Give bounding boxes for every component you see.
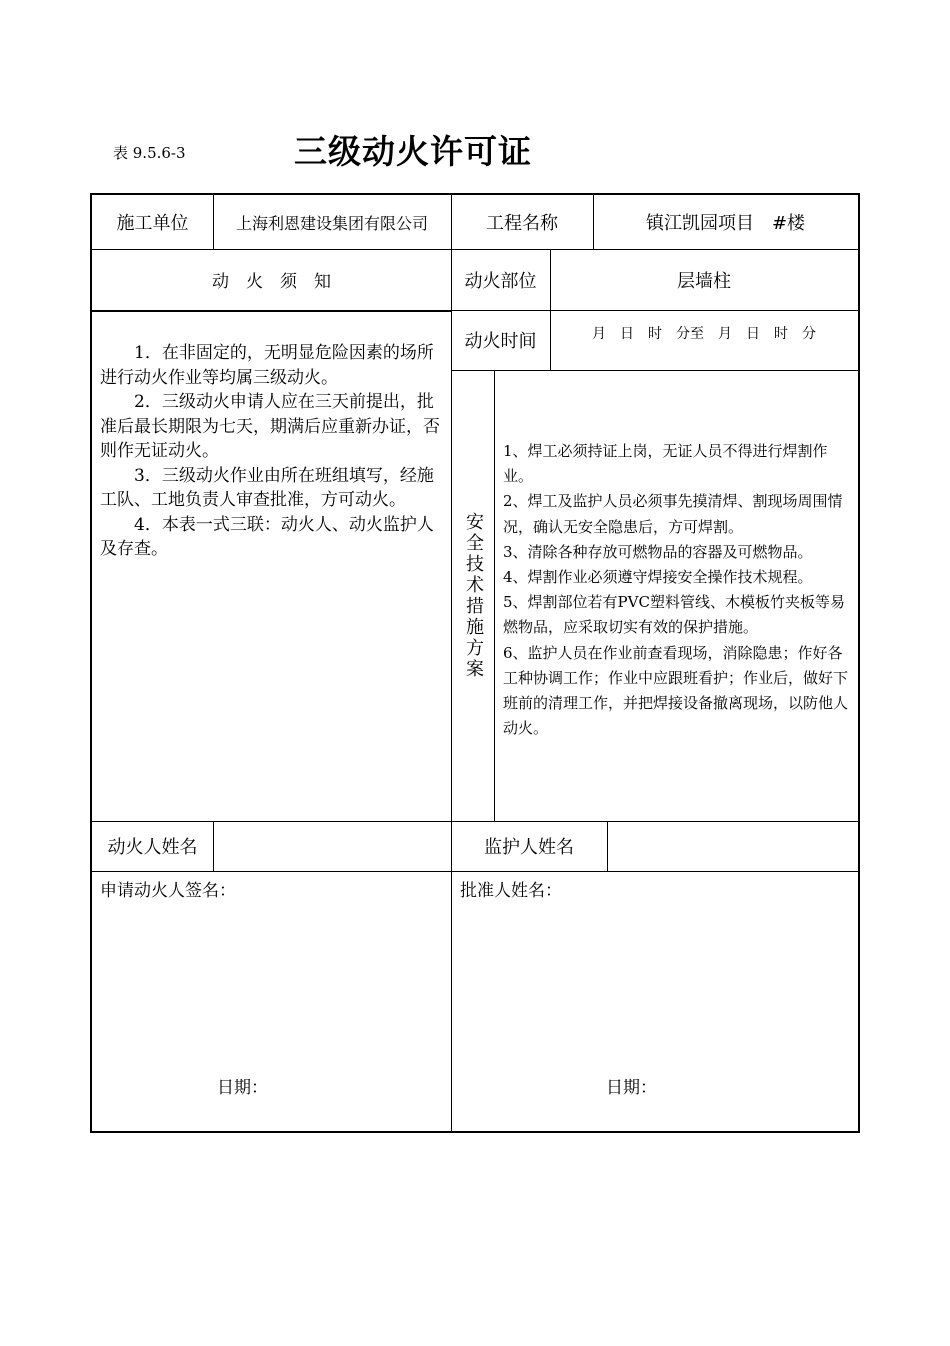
- safety-label: [452, 371, 494, 821]
- applicant-signature-label: 申请动火人签名：: [100, 881, 236, 901]
- notice-item: 4．本表一式三联：动火人、动火监护人及存查。: [100, 514, 434, 559]
- unit-value: 上海利恩建设集团有限公司: [235, 213, 428, 233]
- form-code: 表 9.5.6-3: [113, 144, 186, 162]
- location-value: 层墙柱: [677, 270, 731, 292]
- safety-measures: [503, 439, 853, 741]
- applicant-date-label: 日期：: [217, 1078, 268, 1098]
- approver-date-label: 日期：: [606, 1078, 657, 1098]
- time-value: 月 日 时 分至 月 日 时 分: [592, 326, 816, 342]
- unit-label: 施工单位: [116, 213, 189, 234]
- operator-name-label: 动火人姓名: [107, 837, 198, 858]
- operator-name-field[interactable]: [213, 821, 451, 871]
- safety-item: 2、焊工及监护人员必须事先摸清焊、割现场周围情况，确认无安全隐患后，方可焊割。: [503, 492, 843, 536]
- safety-item: 4、焊割作业必须遵守焊接安全操作技术规程。: [503, 568, 813, 587]
- safety-item: 5、焊割部位若有PVC塑料管线、木模板竹夹板等易燃物品，应采取切实有效的保护措施。: [503, 593, 845, 637]
- safety-item: 1、焊工必须持证上岗，无证人员不得进行焊割作业。: [503, 442, 828, 486]
- notice-text: [100, 341, 446, 562]
- notice-item: 3．三级动火作业由所在班组填写，经施工队、工地负责人审查批准，方可动火。: [100, 465, 434, 510]
- safety-item: 6、监护人员在作业前查看现场，消除隐患；作好各工种协调工作；作业中应跟班看护；作业后，做好下班前的清理工作，并把焊接设备撤离现场，以防他人动火。: [503, 643, 849, 738]
- form-title: 三级动火许可证: [294, 132, 532, 171]
- permit-table: [90, 193, 860, 1133]
- approver-signature-label: 批准人姓名：: [460, 881, 562, 901]
- project-label: 工程名称: [486, 213, 558, 234]
- col-divider-safety: [494, 370, 495, 821]
- guardian-name-label: 监护人姓名: [484, 837, 574, 858]
- notice-item: 1．在非固定的，无明显危险因素的场所进行动火作业等均属三级动火。: [100, 343, 434, 388]
- notice-heading: 动 火 须 知: [212, 272, 331, 292]
- guardian-name-field[interactable]: [607, 821, 858, 871]
- location-label: 动火部位: [464, 270, 537, 292]
- safety-label-text: 安全技术措施方案: [463, 512, 484, 680]
- notice-item: 2．三级动火申请人应在三天前提出，批准后最长期限为七天，期满后应重新办证，否则作无证动火。: [100, 392, 440, 461]
- time-label: 动火时间: [464, 331, 537, 352]
- row-divider-signatures: [92, 871, 858, 872]
- safety-item: 3、清除各种存放可燃物品的容器及可燃物品。: [503, 542, 813, 561]
- notice-divider: [92, 311, 451, 312]
- time-divider: [451, 370, 858, 371]
- project-value: 镇江凯园项目 #楼: [645, 213, 806, 234]
